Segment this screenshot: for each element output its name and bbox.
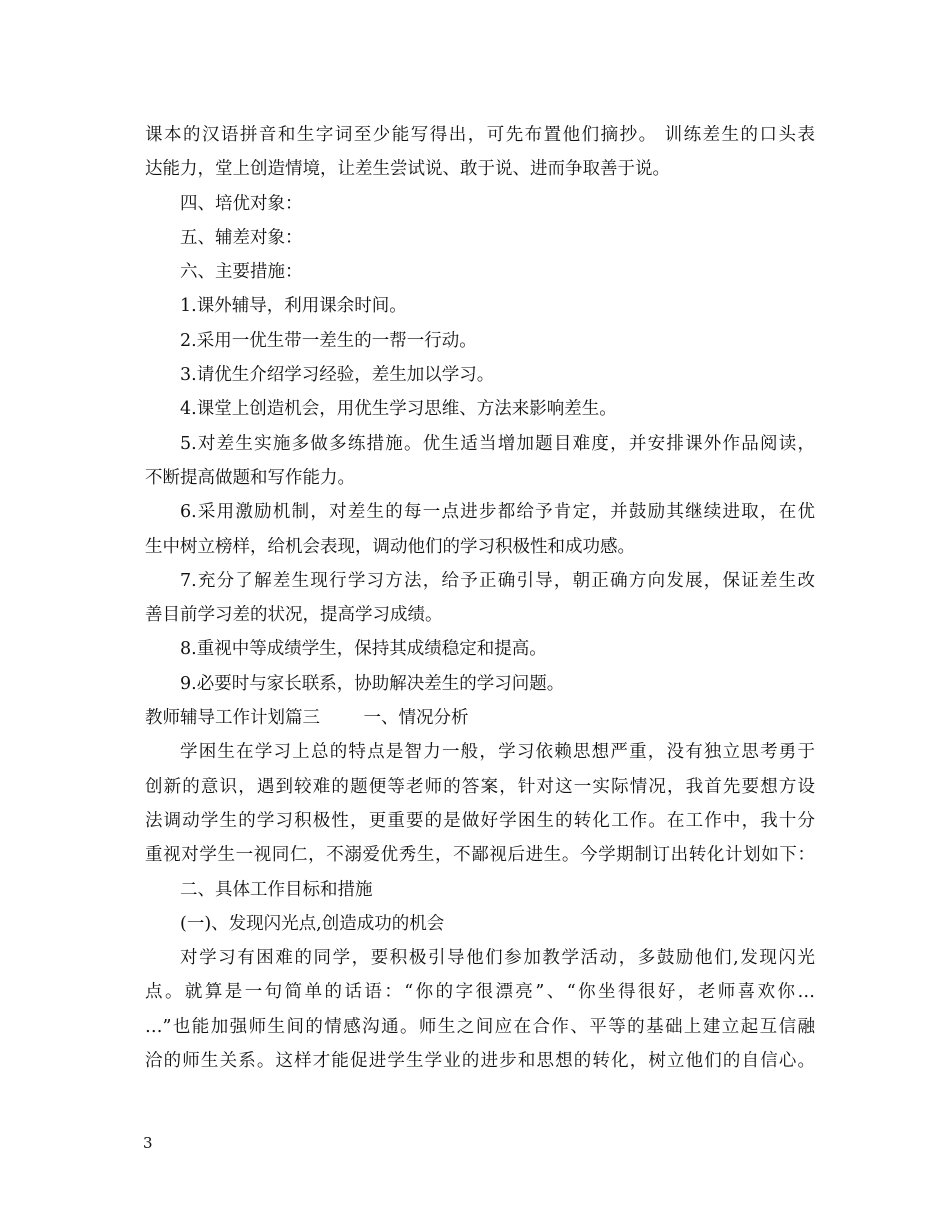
- highlight-line-4: 洽的师生关系。这样才能促进学生学业的进步和思想的转化，树立他们的自信心。: [145, 1051, 815, 1072]
- measure-item-7: 7.充分了解差生现行学习方法，给予正确引导，朝正确方向发展，保证差生改: [180, 570, 815, 591]
- measure-item-5: 5.对差生实施多做多练措施。优生适当增加题目难度，并安排课外作品阅读，: [180, 433, 815, 454]
- measure-item-9: 9.必要时与家长联系，协助解决差生的学习问题。: [180, 673, 565, 694]
- measure-item-7-cont: 善目前学习差的状况，提高学习成绩。: [145, 605, 443, 626]
- subheading-highlight: (一)、发现闪光点,创造成功的机会: [180, 913, 445, 934]
- analysis-line-4: 重视对学生一视同仁，不溺爱优秀生，不鄙视后进生。今学期制订出转化计划如下：: [145, 845, 815, 866]
- measure-item-6-cont: 生中树立榜样，给机会表现，调动他们的学习积极性和成功感。: [145, 536, 635, 557]
- highlight-line-2: 点。就算是一句简单的话语：“你的字很漂亮”、“你坐得很好，老师喜欢你…: [145, 982, 815, 1003]
- highlight-line-3: …”也能加强师生间的情感沟通。师生之间应在合作、平等的基础上建立起互信融: [145, 1016, 815, 1037]
- analysis-line-3: 法调动学生的学习积极性，更重要的是做好学困生的转化工作。在工作中，我十分: [145, 810, 815, 831]
- heading-goals-measures: 二、具体工作目标和措施: [180, 879, 373, 900]
- text-line-2: 达能力，堂上创造情境，让差生尝试说、敢于说、进而争取善于说。: [145, 159, 670, 180]
- measure-item-6: 6.采用激励机制，对差生的每一点进步都给予肯定，并鼓励其继续进取，在优: [180, 502, 815, 523]
- heading-weak-students: 五、辅差对象：: [180, 227, 303, 248]
- measure-item-2: 2.采用一优生带一差生的一帮一行动。: [180, 330, 477, 351]
- measure-item-1: 1.课外辅导，利用课余时间。: [180, 296, 407, 317]
- text-line-1: 课本的汉语拼音和生字词至少能写得出，可先布置他们摘抄。 训练差生的口头表: [145, 125, 815, 145]
- measure-item-5-cont: 不断提高做题和写作能力。: [145, 467, 355, 488]
- heading-excellent-students: 四、培优对象：: [180, 193, 303, 214]
- analysis-line-2: 创新的意识，遇到较难的题便等老师的答案，针对这一实际情况，我首先要想方设: [145, 776, 815, 797]
- page-number: 3: [143, 1134, 153, 1152]
- section-title-part-three: 教师辅导工作计划篇三 一、情况分析: [145, 708, 469, 729]
- heading-main-measures: 六、主要措施：: [180, 262, 303, 283]
- analysis-line-1: 学困生在学习上总的特点是智力一般，学习依赖思想严重，没有独立思考勇于: [180, 742, 815, 763]
- highlight-line-1: 对学习有困难的同学，要积极引导他们参加教学活动，多鼓励他们,发现闪光: [180, 948, 815, 969]
- measure-item-3: 3.请优生介绍学习经验，差生加以学习。: [180, 365, 495, 386]
- measure-item-4: 4.课堂上创造机会，用优生学习思维、方法来影响差生。: [180, 399, 617, 420]
- document-body: [145, 118, 815, 1078]
- measure-item-8: 8.重视中等成绩学生，保持其成绩稳定和提高。: [180, 639, 547, 660]
